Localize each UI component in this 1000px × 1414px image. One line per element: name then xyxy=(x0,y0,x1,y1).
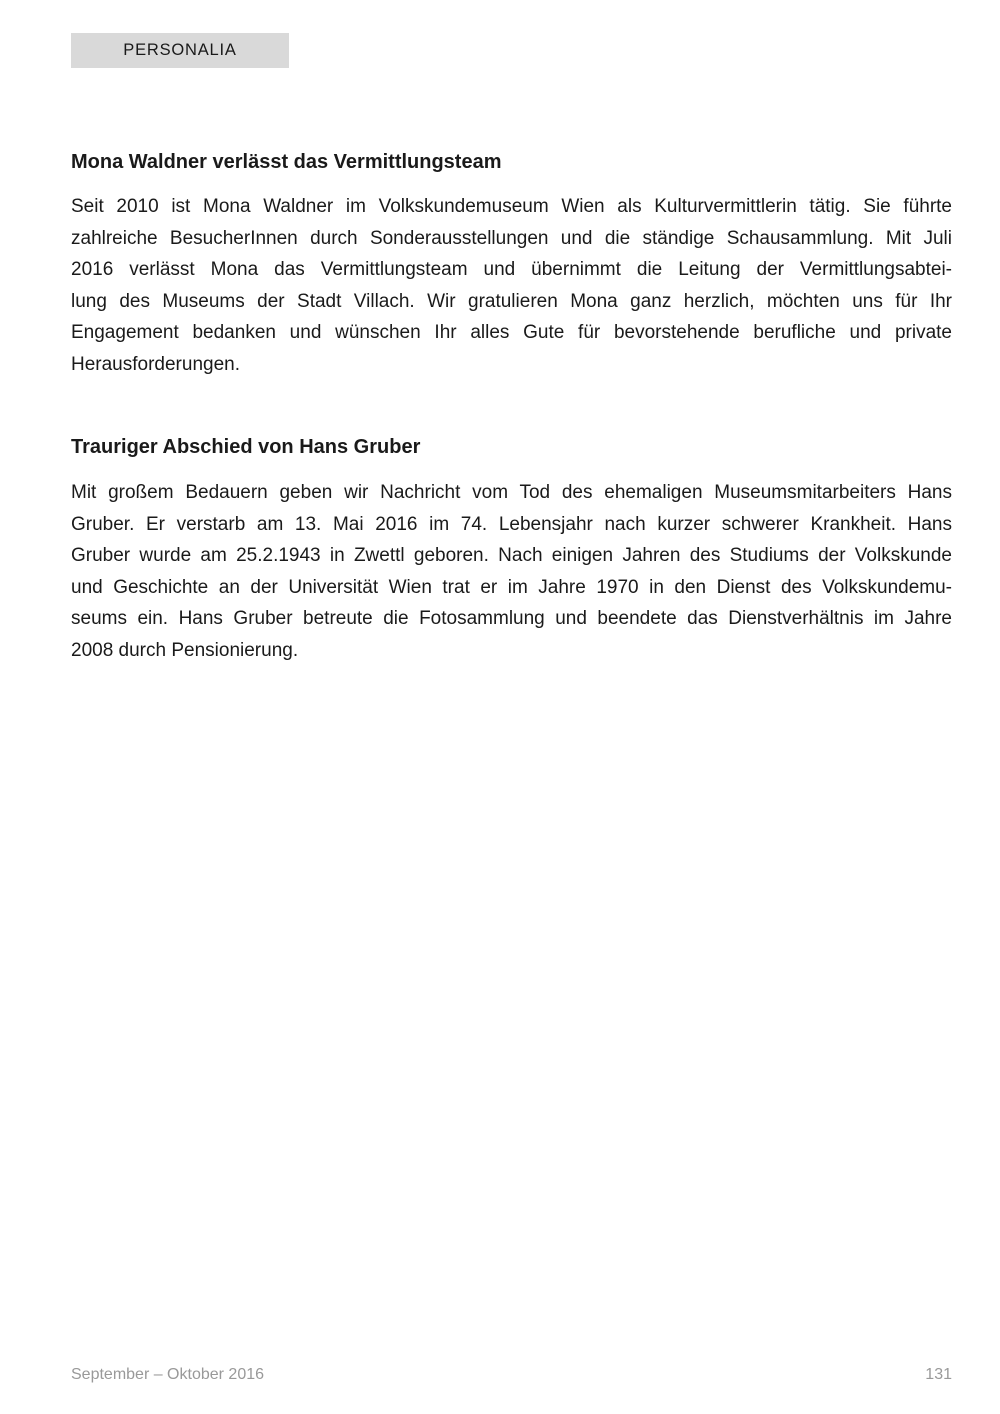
section-tag-box xyxy=(71,33,289,68)
footer-issue-date: September – Oktober 2016 xyxy=(71,1366,265,1383)
paragraph-line: Engagement bedanken und wünschen Ihr alles Gute für bevorstehende berufliche und private xyxy=(71,322,952,343)
paragraph-line: Seit 2010 ist Mona Waldner im Volkskundemuseum Wien als Kulturvermittlerin tätig. Sie führte xyxy=(71,196,952,217)
paragraph-line: 2008 durch Pensionierung. xyxy=(71,639,299,661)
paragraph-line: Herausforderungen. xyxy=(71,353,240,375)
article-body-hans-gruber xyxy=(71,477,952,666)
paragraph-line: Gruber. Er verstarb am 13. Mai 2016 im 74. Lebensjahr nach kurzer schwerer Krankheit. Hans xyxy=(71,513,952,535)
article-heading-mona-waldner: Mona Waldner verlässt das Vermittlungsteam xyxy=(71,151,502,173)
paragraph-line: lung des Museums der Stadt Villach. Wir gratulieren Mona ganz herzlich, möchten uns für Ihr xyxy=(71,290,952,312)
paragraph-line: zahlreiche BesucherInnen durch Sonderausstellungen und die ständige Schausammlung. Mit Juli xyxy=(71,227,952,249)
paragraph-line: Gruber wurde am 25.2.1943 in Zwettl geboren. Nach einigen Jahren des Studiums der Volkskunde xyxy=(71,545,952,566)
footer-page-number: 131 xyxy=(925,1366,952,1383)
article-heading-hans-gruber: Trauriger Abschied von Hans Gruber xyxy=(71,436,421,458)
paragraph-line: und Geschichte an der Universität Wien trat er im Jahre 1970 in den Dienst des Volkskundemu- xyxy=(71,576,952,598)
paragraph-line: seums ein. Hans Gruber betreute die Fotosammlung und beendete das Dienstverhältnis im Jahre xyxy=(71,608,952,629)
article-body-mona-waldner xyxy=(71,191,952,380)
paragraph-line: 2016 verlässt Mona das Vermittlungsteam und übernimmt die Leitung der Vermittlungsabtei- xyxy=(71,259,952,280)
page-footer xyxy=(71,1366,952,1384)
section-tag-label: PERSONALIA xyxy=(123,41,237,59)
paragraph-line: Mit großem Bedauern geben wir Nachricht vom Tod des ehemaligen Museumsmitarbeiters Hans xyxy=(71,482,952,503)
